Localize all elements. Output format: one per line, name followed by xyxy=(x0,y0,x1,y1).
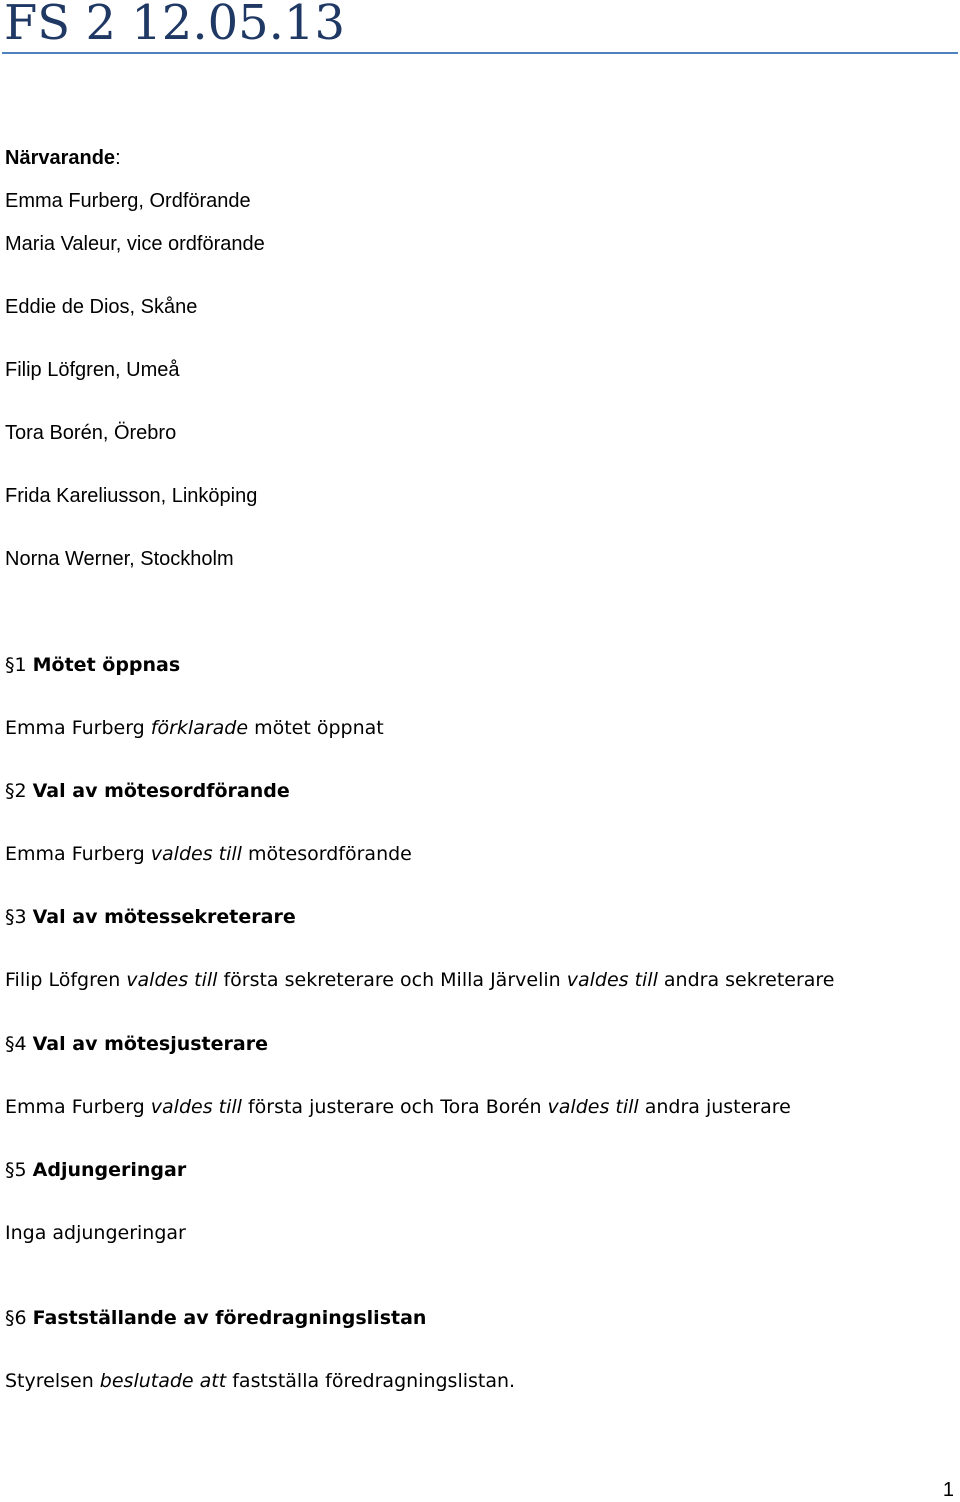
section-6-text: Styrelsen xyxy=(5,1370,100,1392)
section-2-text: Emma Furberg xyxy=(5,843,151,865)
attendee-7: Norna Werner, Stockholm xyxy=(5,548,234,570)
section-1-body xyxy=(5,716,384,740)
section-2-number: §2 xyxy=(5,780,27,802)
section-5-number: §5 xyxy=(5,1159,27,1181)
section-5-body xyxy=(5,1221,186,1245)
attendee-6: Frida Kareliusson, Linköping xyxy=(5,485,258,507)
section-2-title: Val av mötesordförande xyxy=(32,780,290,802)
attendance-label: Närvarande xyxy=(5,147,116,169)
section-6-body xyxy=(5,1369,515,1393)
attendee-3: Eddie de Dios, Skåne xyxy=(5,296,198,318)
section-1-text-end: mötet öppnat xyxy=(248,717,384,739)
section-3-text: Filip Löfgren xyxy=(5,969,127,991)
section-3-emphasis: valdes till xyxy=(126,969,218,991)
attendee-1: Emma Furberg, Ordförande xyxy=(5,190,251,212)
section-4-heading xyxy=(5,1032,268,1056)
section-3-emphasis-2: valdes till xyxy=(566,969,658,991)
section-3-heading xyxy=(5,905,296,929)
section-1-heading xyxy=(5,653,180,677)
page-number: 1 xyxy=(942,1479,954,1501)
section-3-text-mid: första sekreterare och Milla Järvelin xyxy=(217,969,567,991)
section-2-text-end: mötesordförande xyxy=(241,843,412,865)
attendee-5: Tora Borén, Örebro xyxy=(5,422,177,444)
attendee-4: Filip Löfgren, Umeå xyxy=(5,359,180,381)
section-3-body xyxy=(5,968,835,992)
attendance-colon: : xyxy=(115,147,121,169)
title-underline xyxy=(2,52,958,54)
section-4-number: §4 xyxy=(5,1033,27,1055)
section-4-text-mid: första justerare och Tora Borén xyxy=(241,1096,548,1118)
attendance-heading xyxy=(5,146,121,170)
section-6-heading xyxy=(5,1306,426,1330)
section-2-body xyxy=(5,842,412,866)
section-6-title: Fastställande av föredragningslistan xyxy=(32,1307,427,1329)
section-1-number: §1 xyxy=(5,654,27,676)
section-6-text-end: fastställa föredragningslistan. xyxy=(226,1370,516,1392)
section-1-emphasis: förklarade xyxy=(150,717,249,739)
section-3-text-end: andra sekreterare xyxy=(657,969,835,991)
section-2-heading xyxy=(5,779,290,803)
section-1-title: Mötet öppnas xyxy=(32,654,181,676)
section-4-text-end: andra justerare xyxy=(638,1096,791,1118)
section-4-emphasis: valdes till xyxy=(150,1096,242,1118)
attendee-2: Maria Valeur, vice ordförande xyxy=(5,233,265,255)
section-6-number: §6 xyxy=(5,1307,27,1329)
section-5-title: Adjungeringar xyxy=(32,1159,187,1181)
section-1-text: Emma Furberg xyxy=(5,717,151,739)
section-4-body xyxy=(5,1095,791,1119)
section-4-emphasis-2: valdes till xyxy=(547,1096,639,1118)
section-3-title: Val av mötessekreterare xyxy=(32,906,296,928)
section-5-text: Inga adjungeringar xyxy=(5,1222,186,1244)
document-title: FS 2 12.05.13 xyxy=(4,0,345,51)
section-3-number: §3 xyxy=(5,906,27,928)
section-2-emphasis: valdes till xyxy=(150,843,242,865)
section-4-title: Val av mötesjusterare xyxy=(32,1033,268,1055)
section-4-text: Emma Furberg xyxy=(5,1096,151,1118)
section-6-emphasis: beslutade att xyxy=(99,1370,227,1392)
section-5-heading xyxy=(5,1158,186,1182)
